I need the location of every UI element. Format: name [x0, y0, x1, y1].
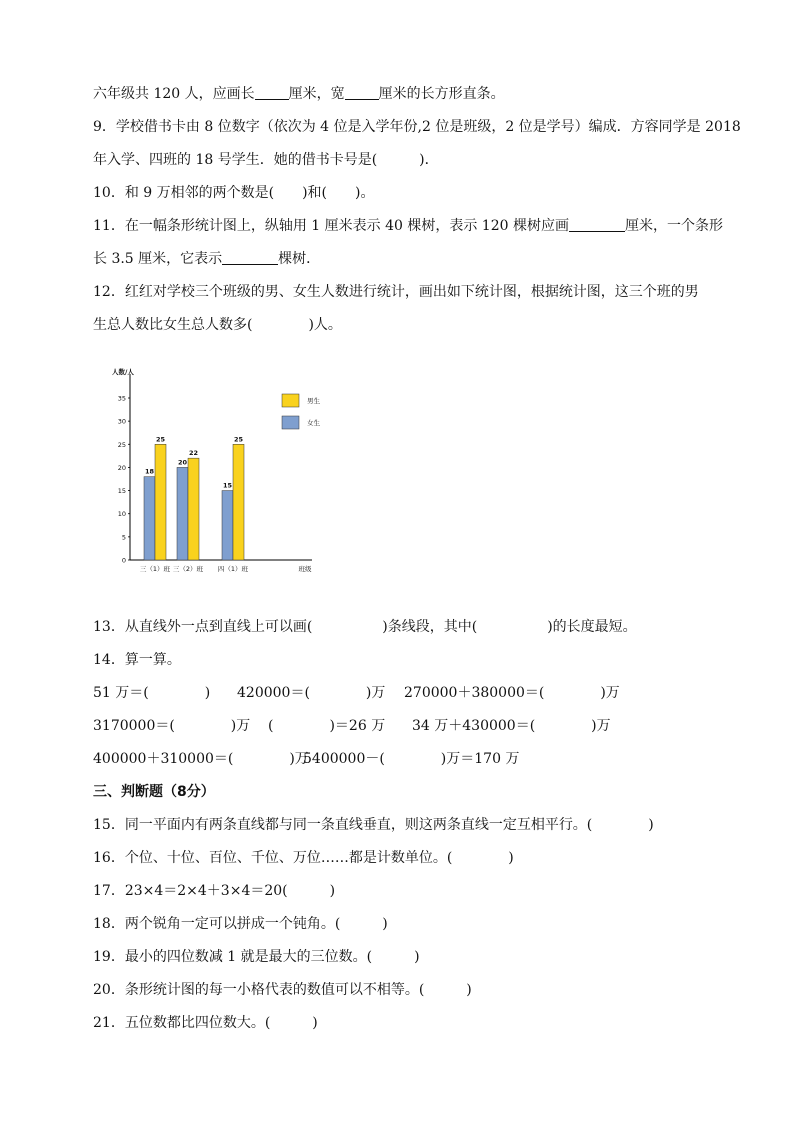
bar-girl-value: 20 — [177, 458, 188, 467]
q15-line: 15．同一平面内有两条直线都与同一条直线垂直，则这两条直线一定互相平行。( ) — [93, 817, 654, 833]
y-tick-label: 5 — [121, 533, 126, 542]
q16-line: 16．个位、十位、百位、千位、万位……都是计数单位。( ) — [93, 850, 514, 866]
q21-line: 21．五位数都比四位数大。( ) — [93, 1015, 318, 1031]
y-tick-label: 35 — [117, 394, 126, 403]
q18-line: 18．两个锐角一定可以拼成一个钝角。( ) — [93, 916, 388, 932]
q20-line: 20．条形统计图的每一小格代表的数值可以不相等。( ) — [93, 982, 472, 998]
y-tick-label: 30 — [117, 417, 126, 426]
y-tick-label: 0 — [121, 556, 126, 565]
q8-text-a: 六年级共 120 人，应画长 — [93, 86, 255, 102]
category-label: 三（2）班 — [172, 565, 204, 573]
x-axis-label: 班级 — [298, 565, 312, 573]
q14-r3-a: 400000＋310000＝( )万 — [93, 751, 309, 767]
bar-boy-value: 25 — [155, 435, 166, 444]
q14-r2-a: 3170000＝( )万 — [93, 718, 251, 734]
q14-r1-c: 270000＋380000＝( )万 — [404, 685, 620, 701]
legend-label-girl: 女生 — [307, 419, 320, 427]
q11-text-d: 棵树． — [278, 251, 321, 267]
q14-r1-a: 51 万＝( ) — [93, 685, 211, 701]
q14-r2-b: ( )＝26 万 — [268, 718, 386, 734]
bar-girl-value: 18 — [144, 467, 155, 476]
legend-swatch-girl — [282, 416, 299, 429]
bar-boy — [155, 444, 166, 560]
bar-girl-value: 15 — [222, 481, 233, 490]
q8-width-blank[interactable] — [345, 85, 379, 100]
bar-boy-value: 25 — [233, 435, 244, 444]
bar-girl — [144, 477, 155, 560]
category-label: 三（1）班 — [139, 565, 171, 573]
bar-boy — [188, 458, 199, 560]
q11-text-b: 厘米，一个条形 — [624, 218, 723, 234]
q14-title: 14．算一算。 — [93, 652, 181, 668]
q12-line1: 12．红红对学校三个班级的男、女生人数进行统计，画出如下统计图，根据统计图，这三个班的男 — [93, 284, 699, 300]
q19-line: 19．最小的四位数减 1 就是最大的三位数。( ) — [93, 949, 420, 965]
y-axis-label: 人数/人 — [112, 368, 134, 376]
legend-swatch-boy — [282, 394, 299, 407]
q9-line2: 年入学、四班的 18 号学生．她的借书卡号是( )． — [93, 152, 439, 168]
bar-boy — [233, 444, 244, 560]
q11-line2 — [93, 249, 320, 269]
q12-line2: 生总人数比女生总人数多( )人。 — [93, 317, 342, 333]
q8-tail-line — [93, 84, 505, 104]
q14-r2-c: 34 万＋430000＝( )万 — [412, 718, 611, 734]
q11-text-c: 长 3.5 厘米，它表示 — [93, 251, 223, 267]
q10-line: 10．和 9 万相邻的两个数是( )和( )。 — [93, 185, 375, 201]
q17-line: 17．23×4＝2×4＋3×4＝20( ) — [93, 883, 336, 899]
q8-text-c: 厘米的长方形直条。 — [378, 86, 505, 102]
q14-r1-b: 420000＝( )万 — [237, 685, 386, 701]
section-judgment-heading: 三、判断题（8分） — [93, 784, 215, 800]
bar-girl — [177, 467, 188, 560]
q8-text-b: 厘米，宽 — [288, 86, 345, 102]
q11-blank-2[interactable] — [222, 250, 278, 265]
category-label: 四（1）班 — [217, 565, 249, 573]
y-tick-label: 20 — [117, 463, 126, 472]
q8-length-blank[interactable] — [255, 85, 289, 100]
q11-text-a: 11．在一幅条形统计图上，纵轴用 1 厘米表示 40 棵树，表示 120 棵树应画 — [93, 218, 569, 234]
q11-line1 — [93, 216, 723, 236]
q14-r3-b: 5400000－( )万＝170 万 — [303, 751, 520, 767]
bar-girl — [222, 491, 233, 560]
q13-line: 13．从直线外一点到直线上可以画( )条线段，其中( )的长度最短。 — [93, 619, 637, 635]
y-tick-label: 10 — [117, 510, 126, 519]
q9-line1: 9．学校借书卡由 8 位数字（依次为 4 位是入学年份,2 位是班级，2 位是学号）编成．方容同学是 2018 — [93, 119, 741, 135]
bar-chart — [100, 360, 330, 580]
y-tick-label: 25 — [117, 440, 126, 449]
q11-blank-1[interactable] — [569, 217, 625, 232]
y-tick-label: 15 — [117, 487, 126, 496]
bar-boy-value: 22 — [188, 449, 199, 458]
legend-label-boy: 男生 — [307, 397, 320, 405]
